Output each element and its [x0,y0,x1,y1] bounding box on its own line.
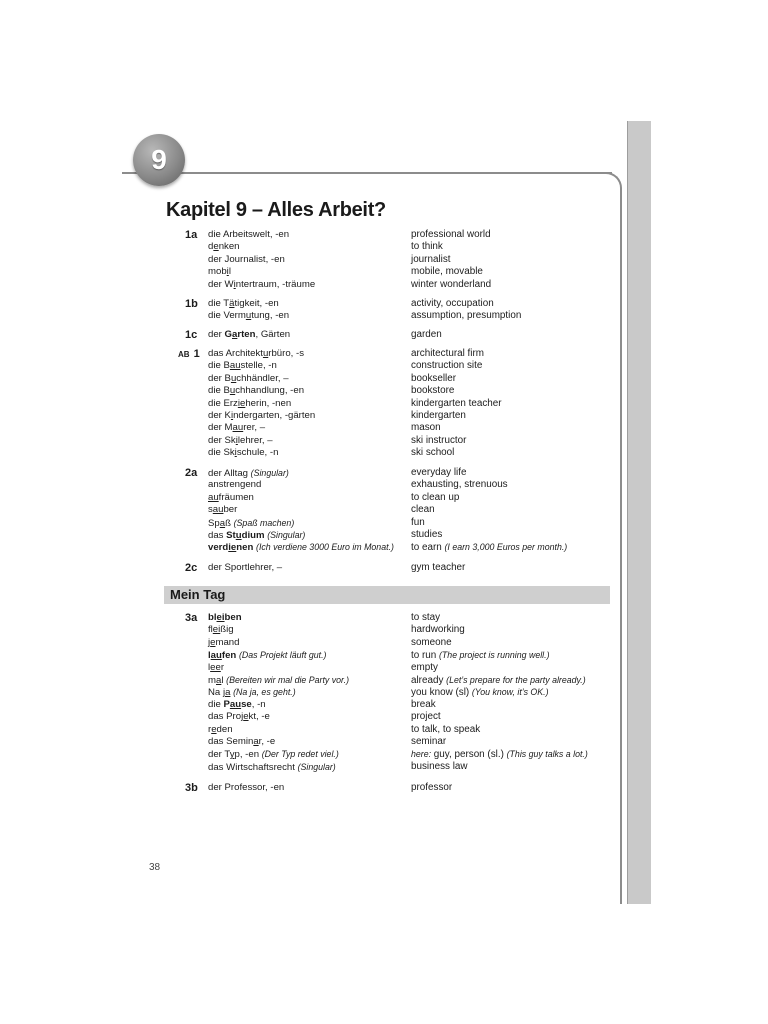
translation-text: empty [411,661,438,673]
group-number: 2c [185,562,198,574]
term-stress: a [216,674,222,686]
term-stress: ie [228,542,237,554]
term-text: das Wirtschaftsrecht [208,761,298,773]
usage-note: (Spaß machen) [233,517,295,528]
german-term [208,298,408,310]
term-text: chhändler, – [236,372,289,384]
translation-text: kindergarten teacher [411,397,502,409]
translation-text: seminar [411,735,447,747]
english-translation [411,711,611,723]
german-term [208,724,408,736]
usage-note: (Bereiten wir mal die Party vor.) [226,674,350,685]
german-term [208,624,408,636]
german-term [208,373,408,385]
translation-note: (Let’s prepare for the party already.) [446,674,586,685]
term-text: d [208,241,214,253]
german-term [208,492,408,504]
german-term [208,435,408,447]
translation-qualifier: here: [411,749,432,760]
term-stress: i [234,447,237,459]
english-translation [411,736,611,748]
chapter-title: Kapitel 9 – Alles Arbeit? [166,199,386,221]
section-bar [164,586,610,604]
translation-text: hardworking [411,624,465,636]
term-text: die [208,698,224,710]
translation-text: business law [411,760,468,772]
english-column [411,782,611,794]
term-text: das Architekt [208,348,263,359]
german-term [208,612,408,624]
english-translation [411,410,611,422]
term-text: nken [218,241,240,253]
translation-text: assumption, presumption [411,310,522,322]
english-translation [411,467,611,479]
term-bold: bl [208,612,217,623]
term-bold: fen [221,650,237,662]
group-number: 2a [185,467,198,479]
translation-text: professional world [411,229,491,240]
term-stress: ja [222,687,231,699]
term-text: der K [208,409,231,421]
english-translation [411,724,611,736]
group-number: 1c [185,329,198,341]
term-text: die Sk [208,447,235,459]
translation-text: to talk, to speak [411,723,481,735]
english-translation [411,492,611,504]
german-term [208,241,408,253]
english-translation [411,748,611,760]
german-term [208,504,408,516]
term-text: die Arbeitswelt, -en [208,229,290,240]
term-text: l [228,266,231,278]
english-translation [411,761,611,773]
group-number: 1 [193,348,200,360]
term-text: rbüro, -s [268,348,305,359]
usage-note: (Das Projekt läuft gut.) [238,650,327,661]
german-term [208,699,408,711]
translation-text: mobile, movable [411,266,483,278]
term-stress: e [213,241,219,253]
term-text: der Professor, -en [208,782,285,793]
english-column [411,229,611,291]
translation-text: architectural firm [411,348,484,359]
page-number: 38 [149,862,161,873]
english-translation [411,229,611,241]
english-translation [411,517,611,529]
term-text: l [221,674,227,686]
translation-text: ski instructor [411,434,467,446]
term-text: ndergarten, -gärten [233,409,316,421]
group-label [185,467,197,479]
translation-text: everyday life [411,467,467,478]
english-translation [411,329,611,341]
translation-text: studies [411,528,443,540]
term-stress: ie [237,397,246,409]
term-stress: u [262,348,269,359]
term-text: p, -en [234,749,262,761]
german-term [208,254,408,266]
german-term [208,266,408,278]
english-column [411,298,611,323]
group-label [185,562,197,574]
term-text: die B [208,360,230,372]
translation-text: to think [411,241,443,253]
translation-note: (The project is running well.) [439,650,550,661]
translation-text: already [411,674,447,686]
english-translation [411,541,611,553]
english-translation [411,241,611,253]
translation-text: project [411,711,441,723]
english-translation [411,612,611,624]
german-term [208,467,408,479]
term-text: der [208,329,225,340]
english-translation [411,398,611,410]
english-translation [411,279,611,291]
german-column [208,348,408,460]
term-text: Sp [208,517,220,529]
german-term [208,562,408,574]
term-text: der T [208,749,230,761]
german-term [208,310,408,322]
translation-text: break [411,698,436,710]
translation-text: bookseller [411,372,457,384]
term-bold: se [241,698,252,710]
english-translation [411,348,611,360]
english-translation [411,686,611,698]
translation-text: you know (sl) [411,687,472,699]
english-translation [411,529,611,541]
term-stress: u [235,529,242,541]
term-text: j [208,636,211,648]
term-text: ber [223,504,238,516]
term-text: der M [208,422,233,434]
german-term [208,348,408,360]
german-term [208,686,408,698]
term-text: stelle, -n [240,360,277,372]
chapter-number: 9 [151,144,167,175]
english-translation [411,479,611,491]
german-term [208,517,408,529]
term-stress: i [226,266,229,278]
group-number: 3a [185,612,198,624]
term-stress: ee [210,661,221,673]
term-text: die T [208,298,230,309]
german-column [208,612,408,773]
term-text: rer, – [243,422,266,434]
german-term [208,736,408,748]
group-number: 1b [185,298,198,310]
german-term [208,674,408,686]
translation-text: activity, occupation [411,298,494,309]
term-text: der Sportlehrer, – [208,562,283,573]
term-text: s [208,504,213,516]
group-number: 3b [185,782,198,794]
term-stress: e [243,711,249,723]
translation-note: (This guy talks a lot.) [506,749,588,760]
usage-note: (Singular) [297,761,336,772]
german-column [208,562,408,574]
german-term [208,360,408,372]
section-title: Mein Tag [170,587,226,602]
german-column [208,782,408,794]
term-stress: au [229,698,242,710]
term-text: schule, -n [236,447,279,459]
term-text: anstrengend [208,479,262,491]
term-bold: dium [241,529,265,541]
term-text: fräumen [218,491,254,503]
translation-text: guy, person (sl.) [431,749,507,761]
term-stress: e [210,636,216,648]
term-text: chhandlung, -en [235,385,305,397]
german-term [208,447,408,459]
german-term [208,529,408,541]
german-term [208,782,408,794]
usage-note: (Na ja, es geht.) [233,687,296,698]
chapter-frame-corner [600,172,622,194]
term-text: das [208,529,227,541]
page-edge-strip [627,121,651,904]
term-text: ntertraum, -träume [235,278,316,290]
translation-text: bookstore [411,385,455,397]
translation-text: fun [411,516,425,528]
term-text: kt, -e [248,711,270,723]
german-term [208,637,408,649]
term-stress: au [210,650,222,662]
translation-text: kindergarten [411,409,466,421]
german-term [208,398,408,410]
english-translation [411,373,611,385]
term-text: der Sk [208,434,236,446]
german-term [208,479,408,491]
term-stress: au [229,360,241,372]
group-label [178,348,200,361]
english-column [411,467,611,554]
chapter-frame-top [122,172,612,174]
term-text: fl [208,624,213,636]
english-translation [411,504,611,516]
translation-text: gym teacher [411,562,466,573]
german-term [208,662,408,674]
term-bold: l [208,650,211,662]
german-term [208,422,408,434]
term-text: der B [208,372,231,384]
english-column [411,329,611,341]
group-number: 1a [185,229,198,241]
english-translation [411,782,611,794]
usage-note: (Singular) [267,529,306,540]
term-stress: a [253,735,259,747]
group-label [185,298,198,310]
term-text: Na [208,687,223,699]
term-text: die Erz [208,397,238,409]
english-translation [411,266,611,278]
translation-text: winter wonderland [411,278,492,290]
german-term [208,649,408,661]
term-text: der Journalist, -en [208,253,285,265]
term-bold: St [226,529,236,541]
translation-text: to earn [411,542,445,554]
term-text: ßig [220,624,234,636]
german-column [208,467,408,554]
german-term [208,329,408,341]
english-translation [411,435,611,447]
term-bold: G [224,329,233,340]
english-translation [411,385,611,397]
translation-text: garden [411,329,442,340]
english-translation [411,360,611,372]
german-term [208,541,408,553]
term-text: r [208,723,212,735]
translation-note: (You know, it’s OK.) [471,687,549,698]
translation-text: someone [411,636,452,648]
term-text: mob [208,266,227,278]
english-column [411,612,611,773]
term-text: herin, -nen [245,397,292,409]
term-stress: i [230,409,234,421]
term-text: der W [208,278,234,290]
term-text: r [220,661,225,673]
term-stress: u [229,385,236,397]
term-stress: au [208,491,219,503]
term-stress: a [219,517,226,529]
translation-text: clean [411,504,435,516]
term-bold: P [223,698,230,710]
term-stress: u [245,310,252,322]
term-text: die Verm [208,310,246,322]
term-bold: verd [208,542,229,554]
term-text: das Semin [208,735,254,747]
english-translation [411,674,611,686]
group-label [185,329,197,341]
english-translation [411,699,611,711]
german-column [208,329,408,341]
term-stress: i [233,278,236,290]
term-text: das Proj [208,711,244,723]
english-translation [411,624,611,636]
term-stress: ei [216,612,225,623]
translation-text: construction site [411,360,483,372]
translation-text: journalist [411,253,451,265]
translation-note: (I earn 3,000 Euros per month.) [444,542,568,553]
term-stress: a [232,329,238,340]
english-column [411,348,611,460]
translation-text: to stay [411,612,441,623]
english-translation [411,254,611,266]
term-stress: ei [212,624,221,636]
term-bold: rten [237,329,256,340]
translation-text: professor [411,782,453,793]
term-text: , -n [251,698,266,710]
german-term [208,410,408,422]
german-term [208,711,408,723]
term-text: lehrer, – [237,434,273,446]
english-column [411,562,611,574]
term-stress: au [232,422,244,434]
german-column [208,298,408,323]
term-text: ß [225,517,234,529]
chapter-frame-side [620,193,622,904]
term-stress: ä [229,298,235,309]
usage-note: (Der Typ redet viel.) [261,749,339,760]
usage-note: (Singular) [250,468,289,478]
english-translation [411,310,611,322]
translation-text: to run [411,650,439,662]
term-bold: ben [224,612,242,623]
usage-note: (Ich verdiene 3000 Euro im Monat.) [256,542,394,553]
translation-text: to clean up [411,491,460,503]
english-translation [411,662,611,674]
german-column [208,229,408,291]
english-translation [411,649,611,661]
term-text: r, -e [258,735,276,747]
translation-text: exhausting, strenuous [411,479,508,491]
term-text: den [216,723,233,735]
term-text: m [208,674,216,686]
term-stress: e [211,723,217,735]
term-stress: i [235,434,238,446]
chapter-number-badge [133,134,185,186]
term-text: , Gärten [255,329,291,340]
german-term [208,748,408,760]
term-stress: y [229,749,235,761]
term-text: der Alltag [208,468,251,479]
english-translation [411,447,611,459]
term-text: die B [208,385,230,397]
german-term [208,229,408,241]
term-text: tung, -en [251,310,290,322]
group-label [185,782,198,794]
translation-text: ski school [411,447,455,459]
german-term [208,761,408,773]
german-term [208,279,408,291]
term-stress: au [212,504,224,516]
group-label [185,229,197,241]
term-bold: nen [236,542,254,554]
term-text: l [208,661,211,673]
term-stress: u [230,372,237,384]
group-label [185,612,197,624]
english-translation [411,562,611,574]
workbook-marker: AB [178,350,190,359]
english-translation [411,298,611,310]
english-translation [411,637,611,649]
english-translation [411,422,611,434]
translation-text: mason [411,422,441,434]
term-text: mand [215,636,240,648]
term-text: tigkeit, -en [234,298,279,309]
german-term [208,385,408,397]
